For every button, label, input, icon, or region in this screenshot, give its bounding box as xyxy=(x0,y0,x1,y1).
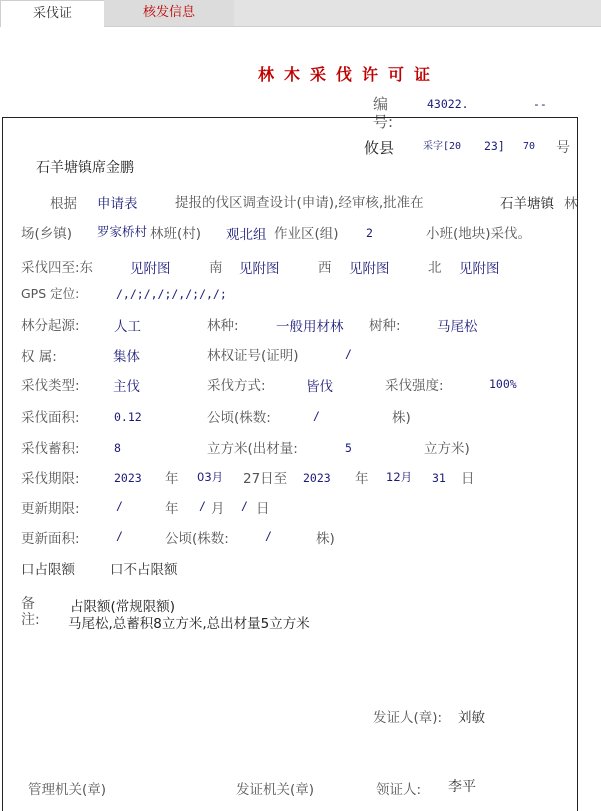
volume-label: 采伐蓄积: xyxy=(21,441,80,457)
receiver-label: 领证人: xyxy=(376,782,422,798)
caizi-prefix: 采字[20 xyxy=(423,141,462,152)
period-start-year: 2023 xyxy=(114,471,142,485)
village: 罗家桥村 xyxy=(97,224,148,239)
management-authority: 管理机关(章) xyxy=(28,782,107,798)
tab-harvest-cert[interactable]: 采伐证 xyxy=(0,0,105,27)
renew-area-unit: 公顷(株数: xyxy=(165,531,229,547)
harvest-type-label: 采伐类型: xyxy=(21,378,80,394)
forest-type-label: 林种: xyxy=(207,318,239,334)
period-end-year: 2023 xyxy=(303,471,331,485)
origin-label: 林分起源: xyxy=(21,318,80,334)
harvest-intensity-value: 100% xyxy=(489,377,517,391)
bounds-north: 见附图 xyxy=(459,261,500,277)
renew-day-label: 日 xyxy=(256,501,270,517)
caizi-year: 23] xyxy=(484,139,505,153)
area-unit: 公顷(株数: xyxy=(207,410,271,426)
gps-value: /,/;/,/;/,/;/,/; xyxy=(116,287,227,301)
harvest-method-value: 皆伐 xyxy=(306,379,333,395)
area-count: / xyxy=(313,409,320,423)
renew-area-label: 更新面积: xyxy=(21,531,80,547)
bounds-west-label: 西 xyxy=(318,260,332,276)
page-title: 林木采伐许可证 xyxy=(258,65,441,84)
renew-month-label: 月 xyxy=(211,501,225,517)
ownership-cert-label: 林权证号(证明) xyxy=(207,348,299,364)
forest-type-value: 一般用材林 xyxy=(276,319,344,335)
receiver-name: 李平 xyxy=(448,779,476,795)
ownership-cert-value: / xyxy=(345,347,352,361)
output-unit: 立方米) xyxy=(424,441,470,457)
volume-value: 8 xyxy=(114,441,121,455)
period-label: 采伐期限: xyxy=(21,471,80,487)
period-end-month: 12月 xyxy=(386,470,413,484)
period-start-month: 03月 xyxy=(197,470,224,484)
renew-count: / xyxy=(265,529,272,543)
area-label: 采伐面积: xyxy=(21,410,80,426)
tab-bar xyxy=(0,0,601,27)
quota-checkbox: 口占限额 xyxy=(21,562,75,578)
bounds-south: 见附图 xyxy=(239,261,280,277)
origin-value: 人工 xyxy=(114,319,141,335)
renew-count-unit: 株) xyxy=(316,531,335,547)
bounds-north-label: 北 xyxy=(428,260,442,276)
gps-label: GPS 定位: xyxy=(21,286,80,301)
ownership-value: 集体 xyxy=(113,349,140,365)
period-year-label-1: 年 xyxy=(165,471,179,487)
period-day-label: 日 xyxy=(461,471,475,487)
issuing-authority: 发证机关(章) xyxy=(236,782,315,798)
issuer-name: 刘敏 xyxy=(458,710,485,726)
renew-period-label: 更新期限: xyxy=(21,501,80,517)
forest-class-label: 林班(村) xyxy=(150,226,202,242)
species-label: 树种: xyxy=(369,318,401,334)
basis-doc: 申请表 xyxy=(97,196,138,212)
lin-label: 林 xyxy=(564,196,578,212)
renew-period-year: / xyxy=(116,499,123,513)
bounds-east: 见附图 xyxy=(130,261,171,277)
township-label: 场(乡镇) xyxy=(21,226,73,242)
bounds-west: 见附图 xyxy=(349,261,390,277)
remark-line-2: 马尾松,总蓄积8立方米,总出材量5立方米 xyxy=(68,616,310,632)
number-label-1: 编 xyxy=(373,95,389,113)
caizi-number: 70 xyxy=(523,141,536,152)
volume-unit: 立方米(出材量: xyxy=(207,441,298,457)
bounds-east-label: 采伐四至:东 xyxy=(21,260,94,276)
renew-period-month: / xyxy=(199,499,206,513)
hao-label: 号 xyxy=(556,140,570,156)
work-area-label: 作业区(组) xyxy=(274,226,339,242)
bounds-south-label: 南 xyxy=(209,260,223,276)
area-value: 0.12 xyxy=(114,410,142,424)
remark-line-1: 占限额(常规限额) xyxy=(70,599,176,615)
cert-number: 43022. xyxy=(427,97,469,111)
subcompartment-label: 小班(地块)采伐。 xyxy=(426,226,532,242)
non-quota-checkbox: 口不占限额 xyxy=(110,562,178,578)
applicant: 石羊塘镇席金鹏 xyxy=(36,160,134,176)
county: 攸县 xyxy=(364,139,395,157)
renew-area-value: / xyxy=(116,529,123,543)
renew-period-day: / xyxy=(241,499,248,513)
cert-number-tail: -- xyxy=(533,97,547,111)
period-start-day: 27日至 xyxy=(243,471,288,487)
harvest-intensity-label: 采伐强度: xyxy=(385,378,444,394)
area-count-unit: 株) xyxy=(392,410,411,426)
species-value: 马尾松 xyxy=(437,319,478,335)
basis-text: 提报的伐区调查设计(申请),经审核,批准在 xyxy=(175,195,424,211)
output-value: 5 xyxy=(345,441,352,455)
subcompartment: 2 xyxy=(366,226,373,240)
group: 观北组 xyxy=(226,227,267,243)
town: 石羊塘镇 xyxy=(500,196,554,212)
harvest-method-label: 采伐方式: xyxy=(207,378,266,394)
harvest-type-value: 主伐 xyxy=(113,379,140,395)
issuer-label: 发证人(章): xyxy=(373,710,443,726)
remark-label-1: 备 xyxy=(21,596,35,612)
remark-label-2: 注: xyxy=(21,612,40,628)
tab-issue-info[interactable]: 核发信息 xyxy=(104,0,234,26)
renew-year-label: 年 xyxy=(165,501,179,517)
period-year-label-2: 年 xyxy=(355,471,369,487)
basis-label: 根据 xyxy=(50,196,77,212)
ownership-label: 权 属: xyxy=(21,349,57,365)
number-label-2: 号: xyxy=(373,113,394,131)
period-end-day: 31 xyxy=(432,471,446,485)
